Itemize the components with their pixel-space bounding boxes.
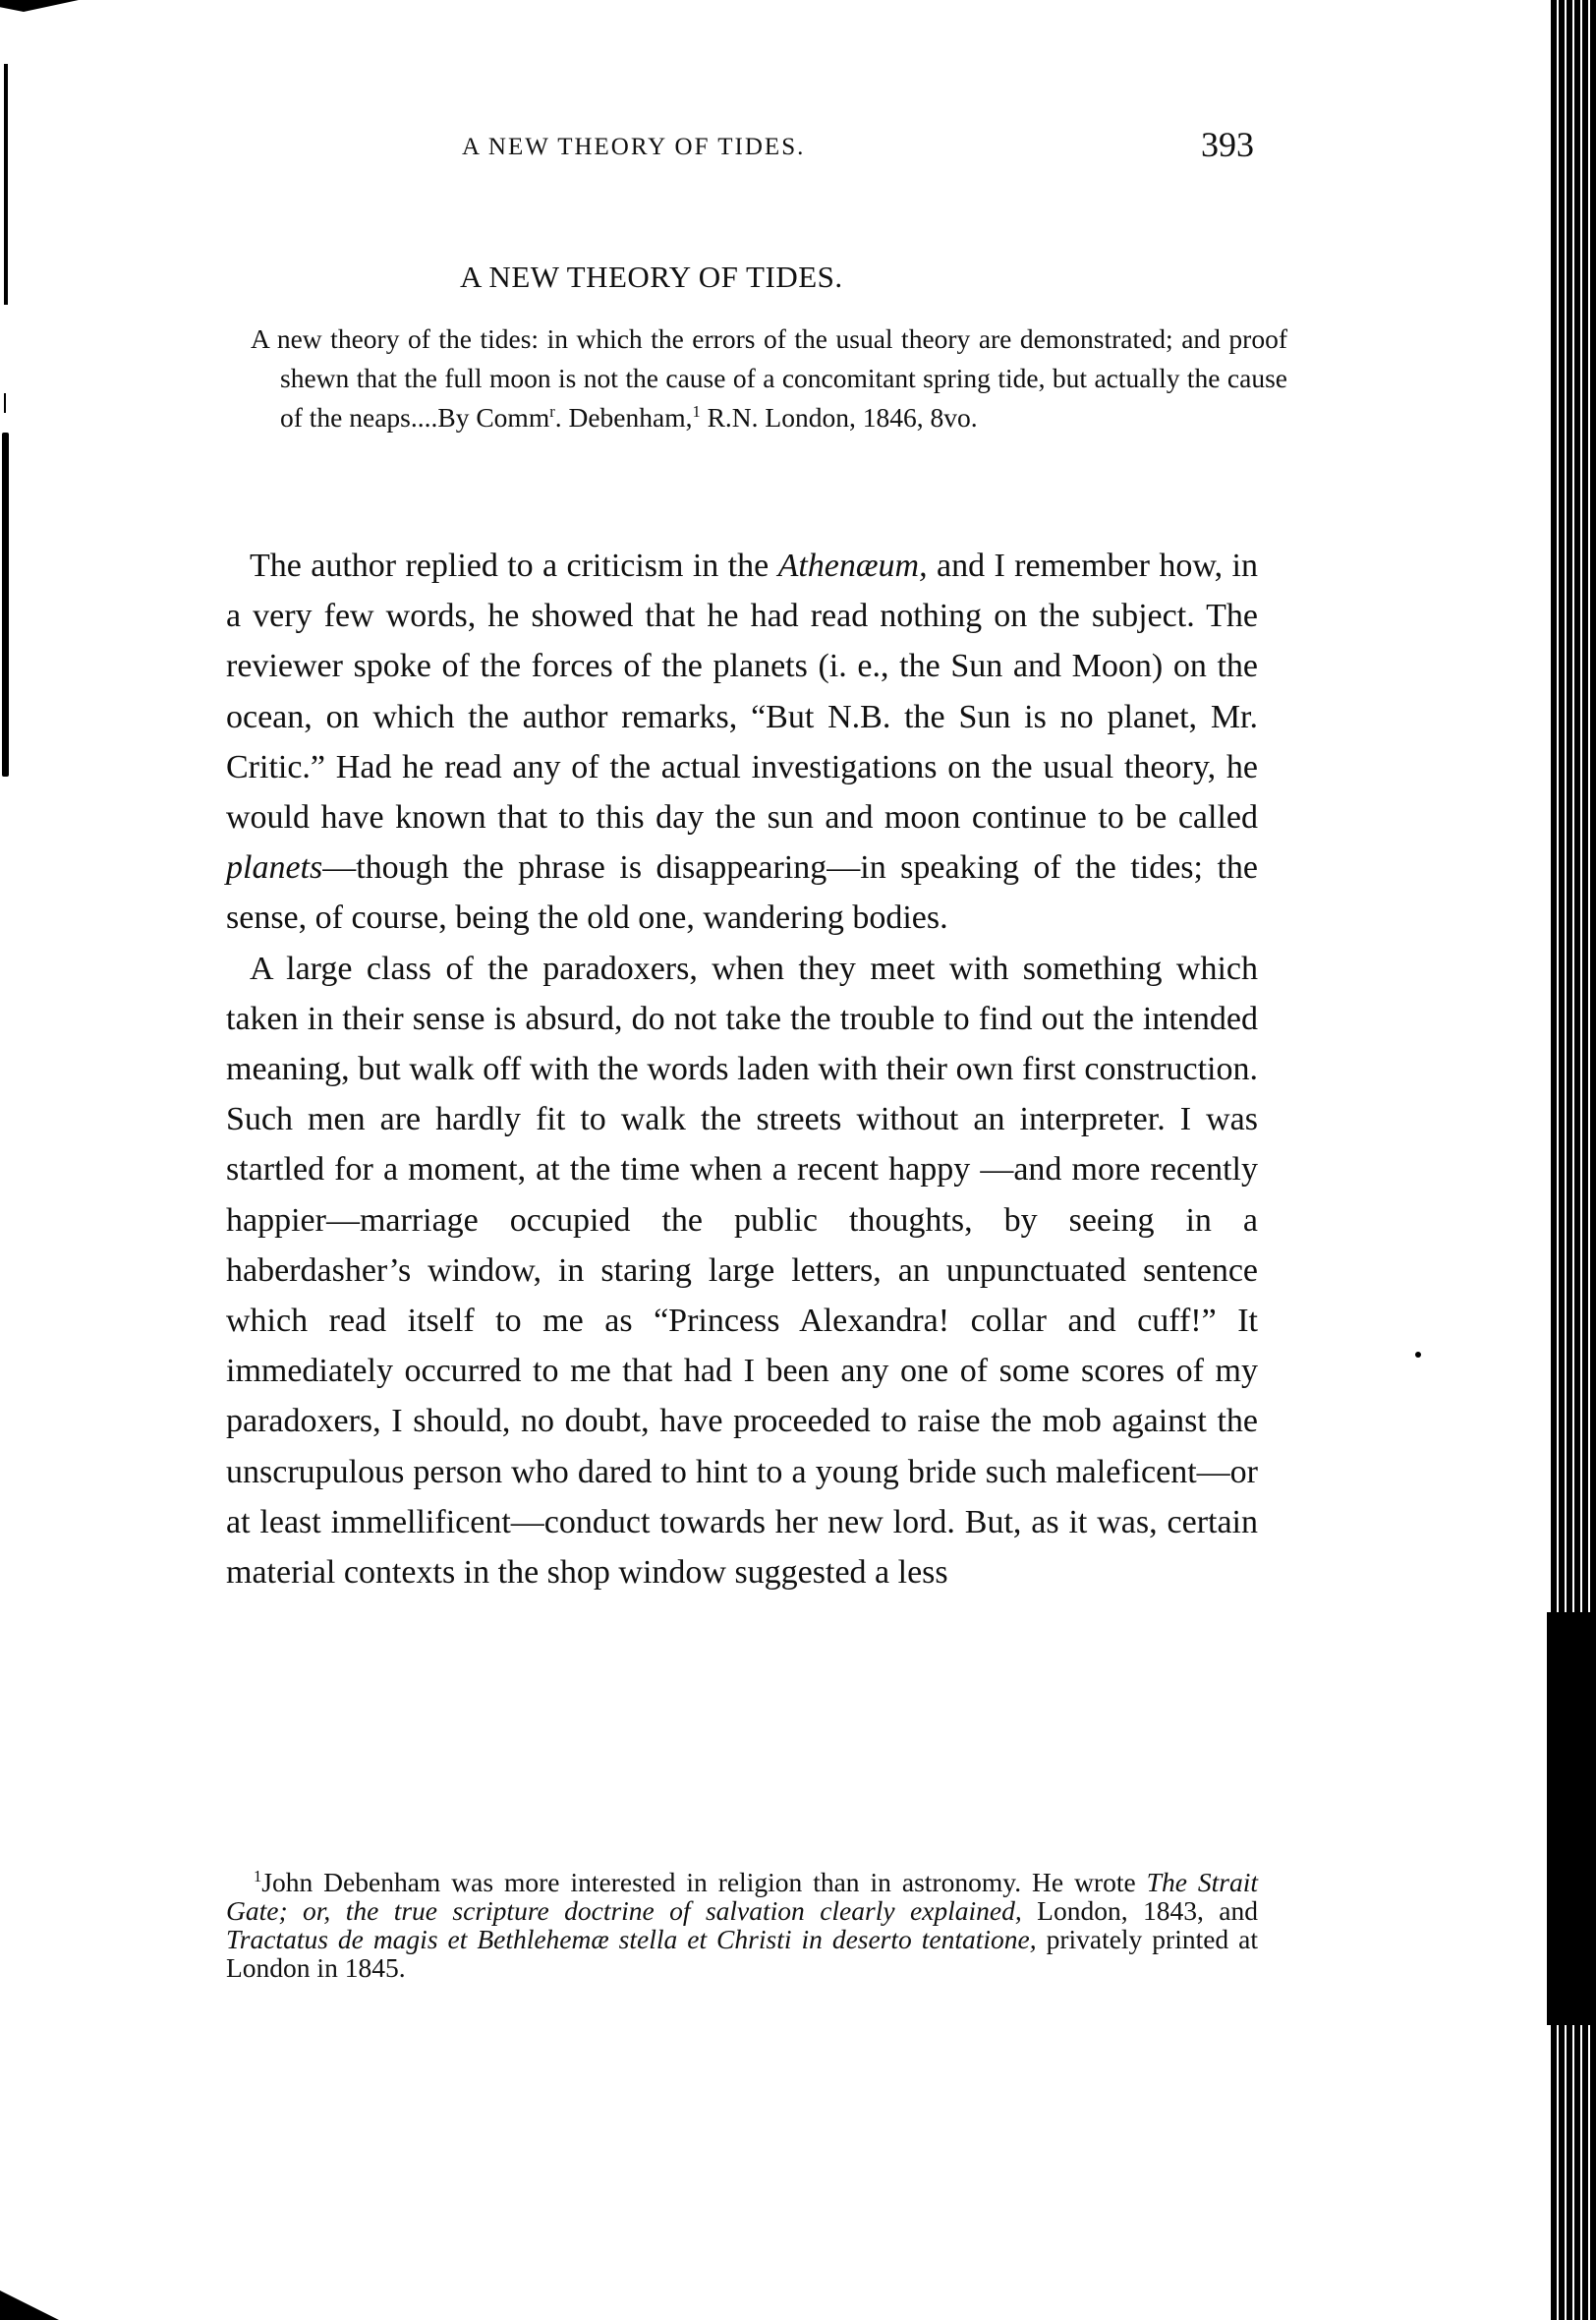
body-text (226, 541, 1258, 1597)
italic-title: Athenæum, (777, 548, 928, 584)
italic-term: planets (226, 849, 323, 887)
paragraph (226, 541, 1258, 944)
scan-edge-artifact (2, 433, 9, 777)
italic-title: The Strait Gate; or, the true scripture doctrine of salvation clearly explained, (226, 1867, 1258, 1926)
scan-edge-artifact (4, 64, 8, 305)
scan-speck (1415, 1352, 1421, 1358)
scan-edge-artifact (4, 393, 6, 413)
footnote-marker: 1 (254, 1867, 262, 1886)
abbrev-superscript: r (549, 402, 555, 422)
footnote (226, 1868, 1258, 1982)
paragraph-text: and I remember how, in a very few words, he showed that he had read nothing on the subject. The reviewer spoke of the forces of the planets (i. e., the Sun and Moon) on the ocean, on which the author remarks, “But N.B. the Sun is no planet, Mr. Critic.” Had he read any of the actual investigations on the usual theory, he would have known that to this day the sun and moon continue to be called (226, 548, 1258, 837)
footnote-reference: 1 (692, 402, 701, 422)
paragraph-text: The author replied to a criticism in the (250, 548, 778, 584)
citation-entry (251, 319, 1287, 437)
running-head: A NEW THEORY OF TIDES. (462, 134, 806, 160)
footnote-text: privately printed at London in 1845. (226, 1924, 1258, 1983)
citation-text: A new theory of the tides: in which the errors of the usual theory are demonstrated; and proof shewn that the full moon is not the cause of a concomitant spring tide, but actually the cause of the neaps....By Comm (251, 323, 1287, 433)
footnote-text: London, 1843, and (1021, 1895, 1258, 1926)
paragraph: A large class of the paradoxers, when they meet with something which taken in their sense is absurd, do not take the trouble to find out the intended meaning, but walk off with the words laden with their own first construction. Such men are hardly fit to walk the streets without an interpreter. I was startled for a moment, at the time when a recent happy —and more recently happier—marriage occupied the public thoughts, by seeing in a haberdasher’s window, in staring large letters, an unpunctuated sentence which read itself to me as “Princess Alexandra! collar and cuff!” It immediately occurred to me that had I been any one of some scores of my paradoxers, I should, no doubt, have proceeded to raise the mob against the unscrupulous person who dared to hint to a young bride such maleficent—or at least immellificent—conduct towards her new lord. But, as it was, certain material contexts in the shop window suggested a less (226, 950, 1258, 1592)
paragraph-text: —though the phrase is disappearing—in speaking of the tides; the sense, of course, being the old one, wandering bodies. (226, 849, 1258, 937)
citation-text: R.N. London, 1846, 8vo. (700, 402, 978, 433)
scan-edge-artifact (0, 2291, 59, 2320)
citation-text: . Debenham, (554, 402, 693, 433)
footnote-text: John Debenham was more interested in religion than in astronomy. He wrote (261, 1867, 1147, 1897)
page-number: 393 (1201, 125, 1254, 164)
scan-edge-artifact (0, 0, 79, 12)
book-spine-edge (1547, 1612, 1596, 2025)
section-title: A NEW THEORY OF TIDES. (460, 260, 843, 294)
italic-title: Tractatus de magis et Bethlehemæ stella et Christi in deserto tentatione, (226, 1924, 1037, 1954)
